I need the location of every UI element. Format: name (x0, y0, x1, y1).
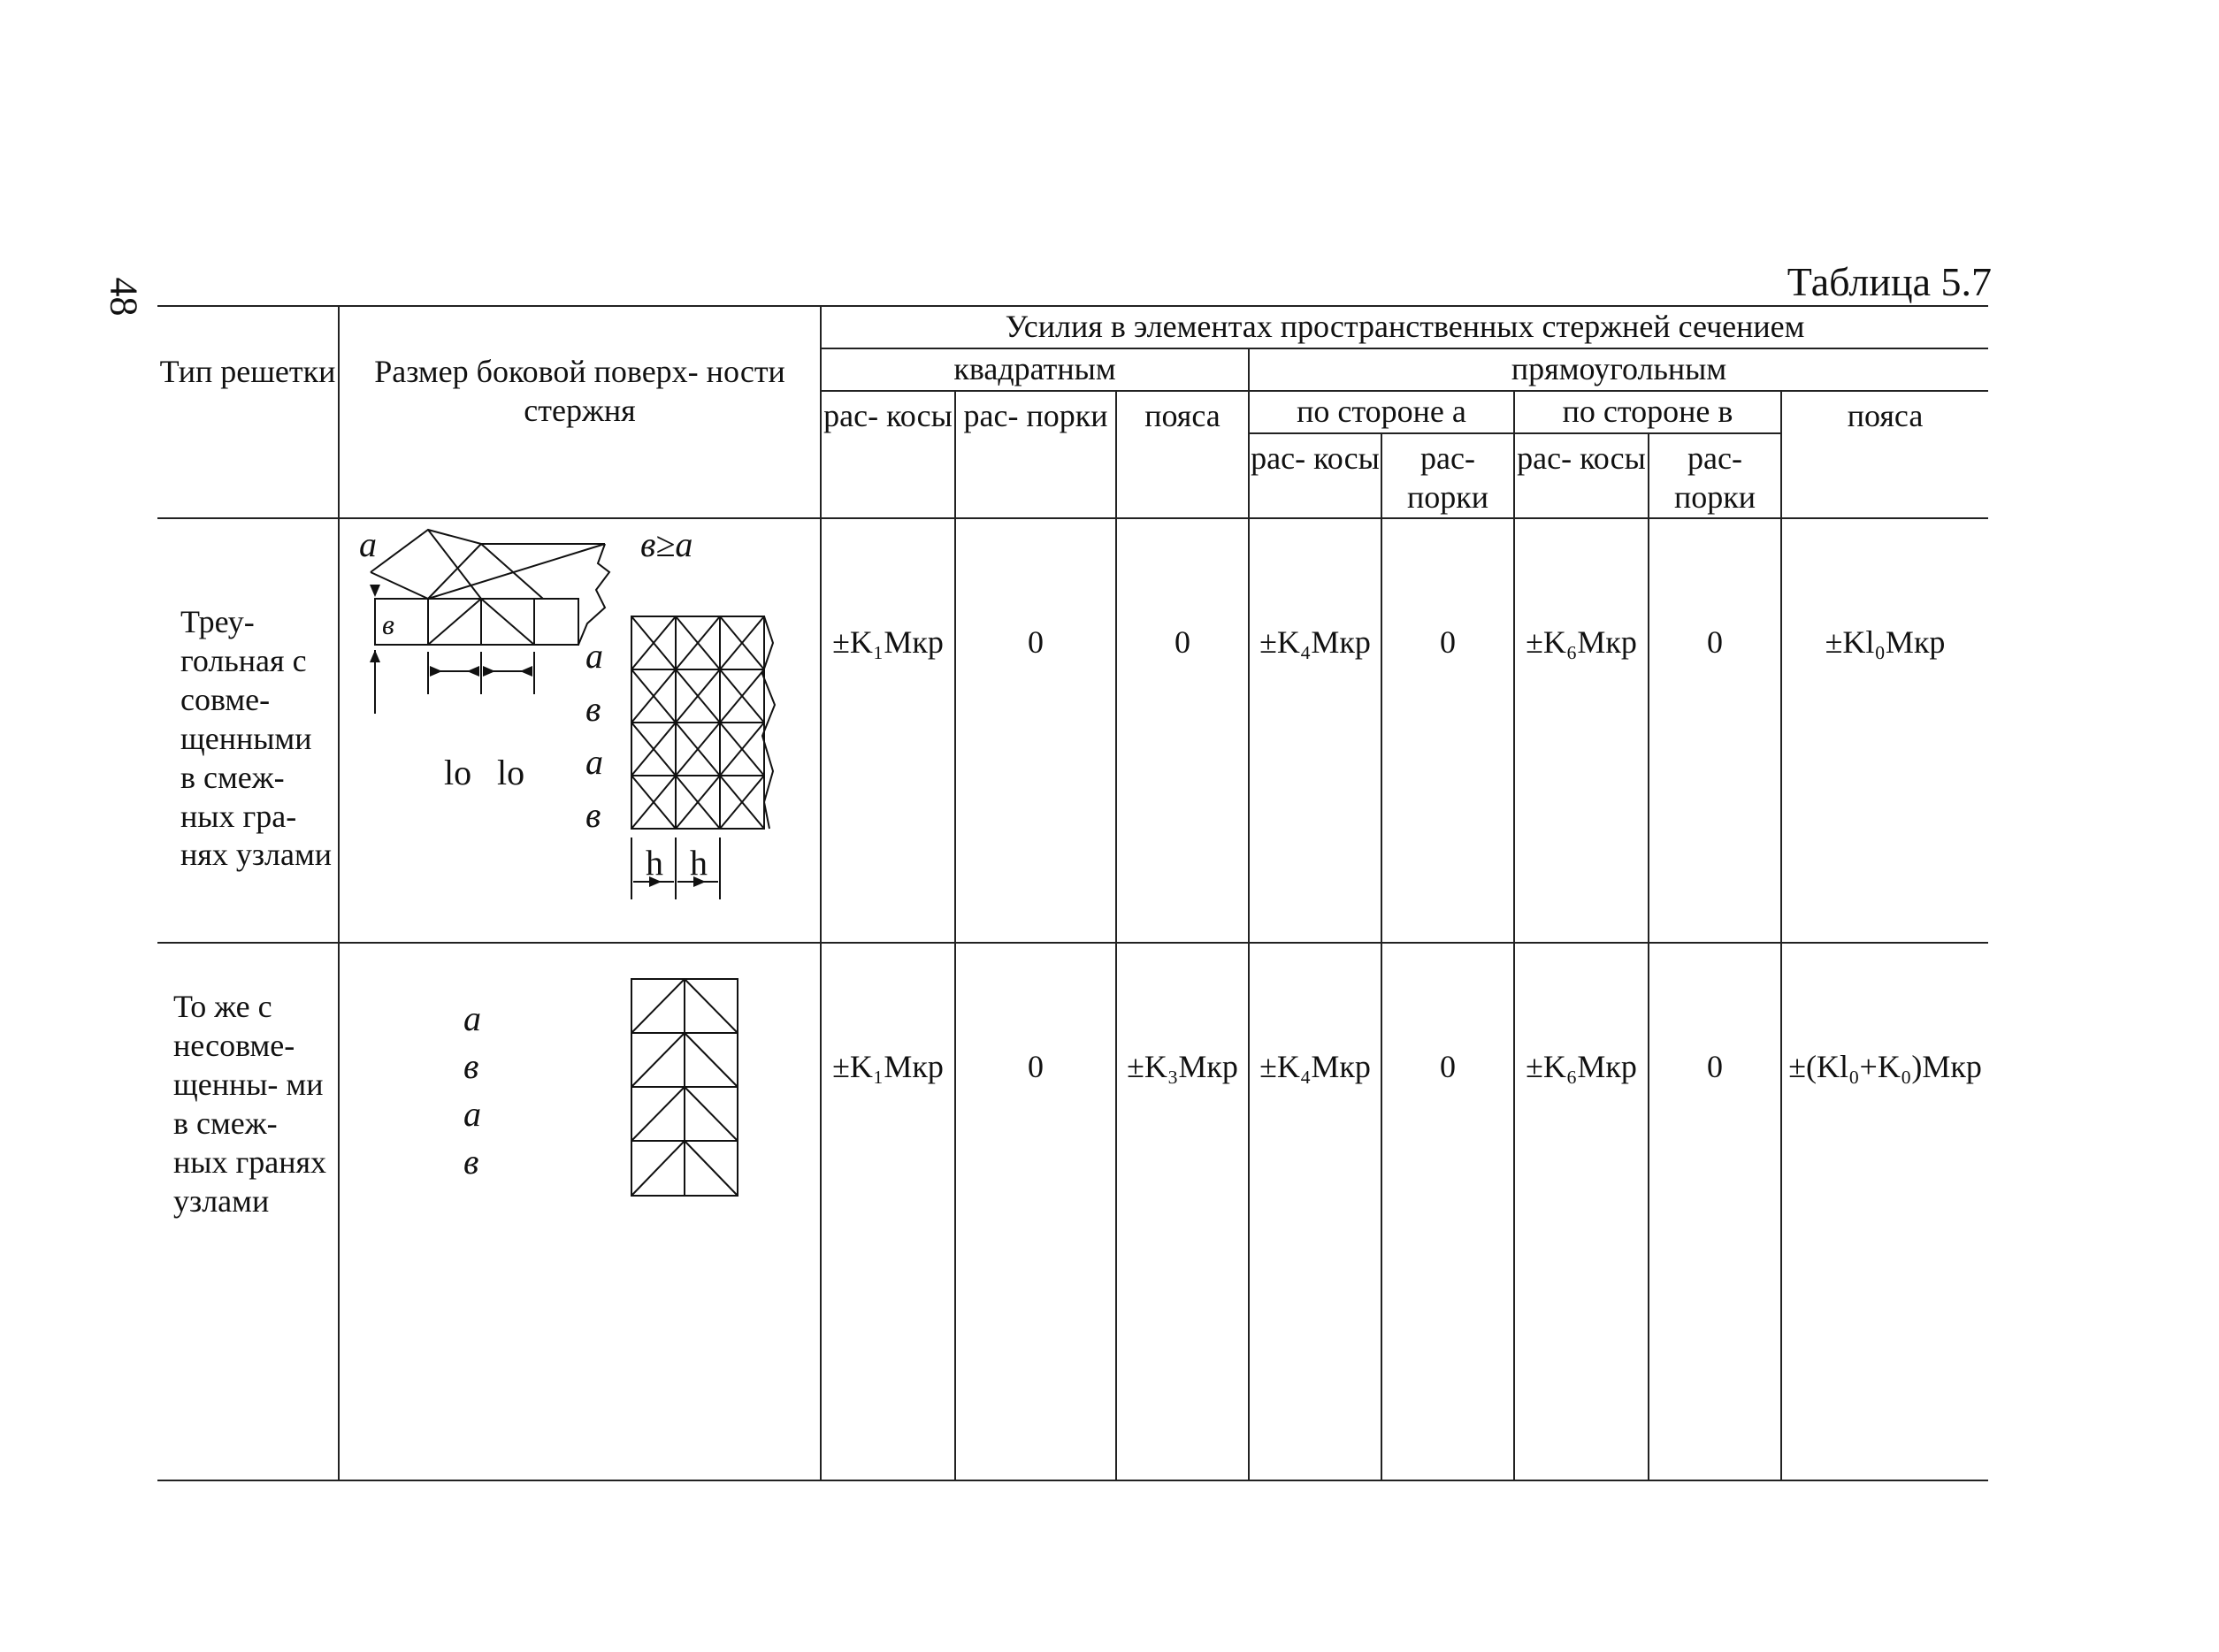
side-letter-3: а (585, 742, 603, 782)
header-sq-raskosy: рас- косы (821, 391, 955, 518)
fig-label-l2: lo (497, 753, 525, 792)
header-rect: прямоугольным (1249, 348, 1988, 391)
header-type: Тип решетки (157, 306, 339, 518)
fig-label-l1: lo (444, 753, 472, 792)
header-forces: Усилия в элементах пространственных стержней сечением (821, 306, 1988, 348)
row2-a-rasporki: 0 (1381, 943, 1514, 1480)
side-letter-2: в (463, 1046, 479, 1086)
row1-sq-raskosy: ±K₁Mкр (821, 518, 955, 943)
side-letter-2: в (585, 689, 601, 729)
header-b-raskosy: рас- косы (1514, 433, 1649, 518)
row1-b-raskosy: ±K₆Mкр (1514, 518, 1649, 943)
header-a-raskosy: рас- косы (1249, 433, 1381, 518)
fig-label-cond: в≥а (640, 524, 693, 564)
row1-sq-rasporki: 0 (955, 518, 1116, 943)
header-side-a: по стороне а (1249, 391, 1514, 433)
row2-b-rasporki: 0 (1649, 943, 1781, 1480)
offset-lattice-diagram (340, 944, 822, 1480)
row1-a-raskosy: ±K₄Mкр (1249, 518, 1381, 943)
side-letter-4: в (585, 795, 601, 835)
row2-sq-raskosy: ±K₁Mкр (821, 943, 955, 1480)
side-letter-4: в (463, 1142, 479, 1182)
page-number: 48 (102, 277, 146, 317)
row2-type: То же с несовме- щенны- ми в смеж- ных гранях узлами (157, 943, 339, 1480)
header-sq-rasporki: рас- порки (955, 391, 1116, 518)
row2-rect-poyasa: ±(Kl₀+K₀)Mкр (1781, 943, 1988, 1480)
row1-rect-poyasa: ±Kl₀Mкр (1781, 518, 1988, 943)
triangular-lattice-diagram (340, 519, 822, 942)
fig-label-a: а (359, 524, 377, 564)
side-letter-3: а (463, 1094, 481, 1134)
side-letter-1: а (585, 636, 603, 676)
fig-label-b: в (382, 608, 394, 640)
row2-sq-rasporki: 0 (955, 943, 1116, 1480)
side-letter-1: а (463, 998, 481, 1038)
row1-type: Треу- гольная с совме- щенными в смеж- ных гра- нях узлами (157, 518, 339, 943)
forces-table (157, 305, 1988, 1481)
row2-sq-poyasa: ±K₃Mкр (1116, 943, 1249, 1480)
header-a-rasporki: рас- порки (1381, 433, 1514, 518)
header-square: квадратным (821, 348, 1249, 391)
row1-a-rasporki: 0 (1381, 518, 1514, 943)
row2-a-raskosy: ±K₄Mкр (1249, 943, 1381, 1480)
row1-sq-poyasa: 0 (1116, 518, 1249, 943)
fig-label-h1: h (646, 843, 663, 883)
row1-b-rasporki: 0 (1649, 518, 1781, 943)
table-caption: Таблица 5.7 (1787, 259, 1992, 304)
row2-b-raskosy: ±K₆Mкр (1514, 943, 1649, 1480)
header-side-b: по стороне в (1514, 391, 1781, 433)
fig-label-h2: h (690, 843, 708, 883)
header-sq-poyasa: пояса (1116, 391, 1249, 518)
header-b-rasporki: рас- порки (1649, 433, 1781, 518)
row1-figure (339, 518, 821, 943)
row2-figure (339, 943, 821, 1480)
header-size: Размер боковой поверх- ности стержня (339, 306, 821, 518)
header-rect-poyasa: пояса (1781, 391, 1988, 518)
